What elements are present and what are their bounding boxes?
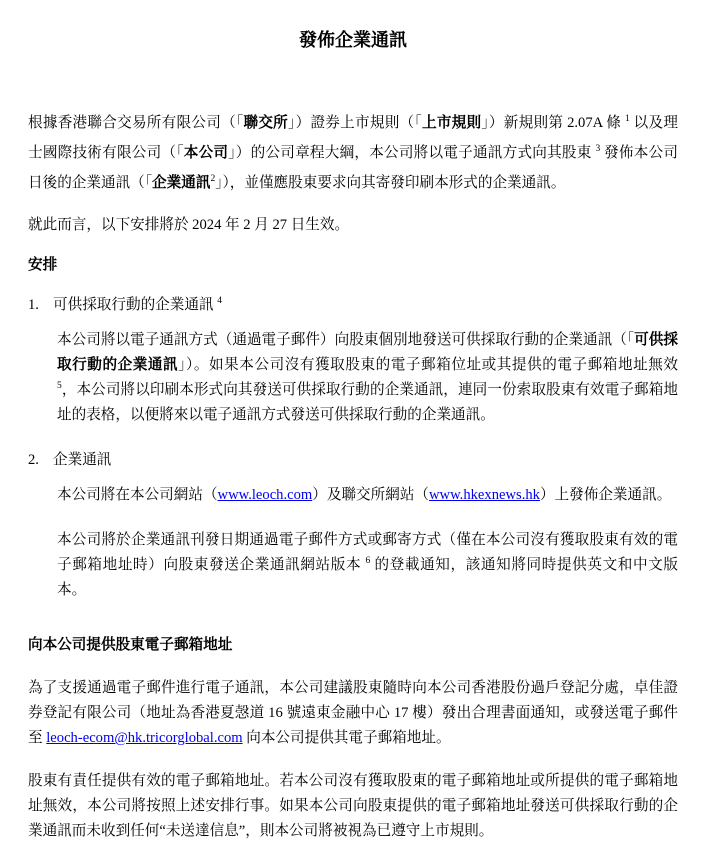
text-segment: ）上發佈企業通訊。 xyxy=(539,487,672,503)
paragraph xyxy=(28,528,678,603)
section-heading xyxy=(28,253,678,278)
list-item-text xyxy=(53,293,222,318)
text-segment: ）及聯交所網站（ xyxy=(312,487,430,503)
paragraph xyxy=(28,483,678,508)
text-segment: 根據香港聯合交易所有限公司（「 xyxy=(28,115,244,131)
text-segment: 的登載通知，該通知將同時提供英文和中文版本。 xyxy=(57,557,678,598)
link-registrar-email[interactable]: leoch-ecom@hk.tricorglobal.com xyxy=(46,730,243,746)
text-segment: 本公司將以電子通訊方式（通過電子郵件）向股東個別地發送可供採取行動的企業通訊（「 xyxy=(57,332,635,348)
text-segment: 可供採取行動的企業通訊 xyxy=(53,297,218,313)
footnote-ref: 1 xyxy=(625,114,630,125)
section-heading xyxy=(28,633,678,658)
text-segment: 企業通訊 xyxy=(152,175,211,191)
paragraph xyxy=(28,676,678,751)
text-segment: 上市規則 xyxy=(421,115,482,131)
document-body xyxy=(28,108,678,844)
list-number: 2. xyxy=(28,452,39,468)
paragraph xyxy=(28,108,678,198)
text-segment: 」）新規則第 2.07A 條 xyxy=(481,115,626,131)
text-segment: 向本公司提供其電子郵箱地址。 xyxy=(242,730,451,746)
list-item xyxy=(28,448,678,473)
text-segment: ，本公司將以印刷本形式向其發送可供採取行動的企業通訊，連同一份索取股東有效電子郵箱地址的表格，以便將來以電子通訊方式發送可供採取行動的企業通訊。 xyxy=(57,382,678,423)
paragraph xyxy=(28,213,678,238)
footnote-ref: 5 xyxy=(57,381,62,392)
paragraph xyxy=(28,769,678,844)
text-segment: 安排 xyxy=(28,257,58,273)
paragraph xyxy=(28,328,678,428)
text-segment: 本公司將在本公司網站（ xyxy=(57,487,218,503)
text-segment: 聯交所 xyxy=(243,115,289,131)
list-item-text xyxy=(53,448,111,473)
document-title: 發佈企業通訊 xyxy=(299,30,407,50)
text-segment: 本公司 xyxy=(183,145,229,161)
text-segment: 」）的公司章程大綱，本公司將以電子通訊方式向其股東 xyxy=(228,145,596,161)
text-segment: 發佈本公司日後的企業通訊（「 xyxy=(28,145,678,191)
text-segment: 為了支援通過電子郵件進行電子通訊，本公司建議股東隨時向本公司香港股份過戶登記分處，卓佳證券登記有限公司（地址為香港夏愨道 16 號遠東金融中心 17 樓）發出合理書面通知，或發送電子郵件至 xyxy=(28,680,678,746)
text-segment: 就此而言，以下安排將於 2024 年 2 月 27 日生效。 xyxy=(28,217,350,233)
footnote-ref: 6 xyxy=(365,556,371,567)
text-segment: 可供採取行動的企業通訊 xyxy=(57,332,678,373)
text-segment: 向本公司提供股東電子郵箱地址 xyxy=(28,637,233,653)
text-segment: 」），並僅應股東要求向其寄發印刷本形式的企業通訊。 xyxy=(215,175,566,191)
text-segment: 企業通訊 xyxy=(53,452,112,468)
text-segment: 」）證券上市規則（「 xyxy=(288,115,422,131)
text-segment: 股東有責任提供有效的電子郵箱地址。若本公司沒有獲取股東的電子郵箱地址或所提供的電子郵箱地址無效，本公司將按照上述安排行事。如果本公司向股東提供的電子郵箱地址發送可供採取行動的企業通訊而未收到任何“未送達信息”，則本公司將被視為已遵守上市規則。 xyxy=(28,773,678,839)
footnote-ref: 4 xyxy=(217,296,222,307)
text-segment: 以及理士國際技術有限公司（「 xyxy=(28,115,678,161)
link-hkexnews-website[interactable]: www.hkexnews.hk xyxy=(429,487,540,503)
footnote-ref: 2 xyxy=(210,174,216,185)
list-item xyxy=(28,293,678,318)
list-number: 1. xyxy=(28,297,39,313)
text-segment: 」）。如果本公司沒有獲取股東的電子郵箱位址或其提供的電子郵箱地址無效 xyxy=(178,357,678,373)
text-segment: 本公司將於企業通訊刊發日期通過電子郵件方式或郵寄方式（僅在本公司沒有獲取股東有效的電子郵箱地址時）向股東發送企業通訊網站版本 xyxy=(57,532,678,573)
link-company-website[interactable]: www.leoch.com xyxy=(217,487,313,503)
footnote-ref: 3 xyxy=(595,144,601,155)
